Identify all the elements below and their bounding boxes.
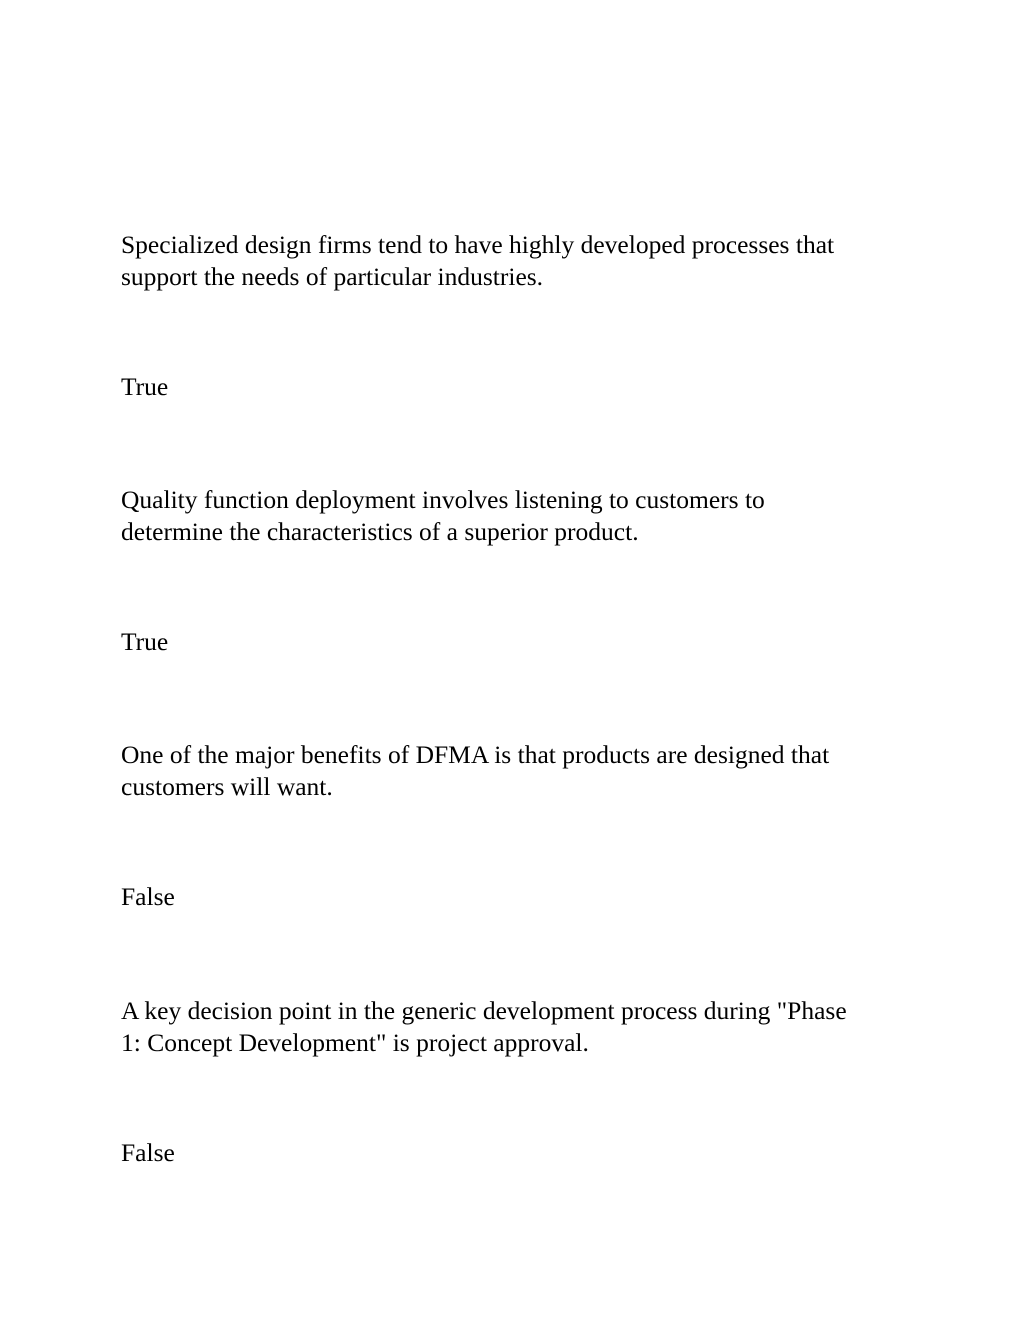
question-block [121,484,901,656]
answer-text: True [121,627,169,656]
question-text: One of the major benefits of DFMA is that products are designed that customers will want. [121,740,830,801]
answer-text: False [121,882,175,911]
question-text: Quality function deployment involves listening to customers to determine the characteristics of a superior product. [121,485,765,546]
answer-text: True [121,372,169,401]
answer-text: False [121,1138,175,1167]
question-text: Specialized design firms tend to have highly developed processes that support the needs of particular industries. [121,230,835,291]
question-block [121,995,901,1167]
question-block [121,739,901,911]
question-text: A key decision point in the generic development process during "Phase 1: Concept Development" is project approval. [121,996,847,1057]
question-block [121,229,901,401]
